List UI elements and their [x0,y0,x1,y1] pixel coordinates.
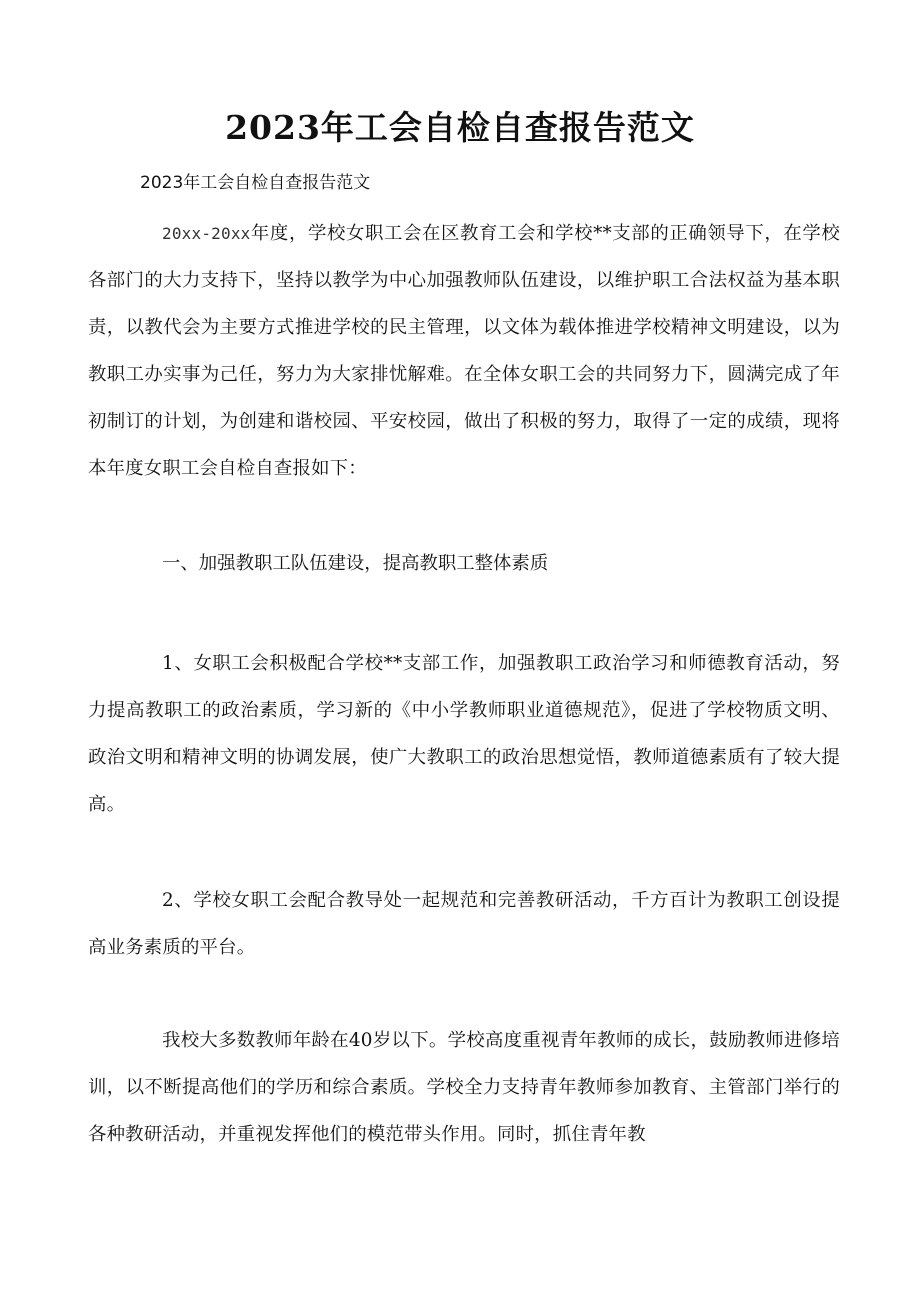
paragraph-young-teachers: 我校大多数教师年龄在40岁以下。学校高度重视青年教师的成长，鼓励教师进修培训，以不断提高他们的学历和综合素质。学校全力支持青年教师参加教育、主管部门举行的各种教研活动，并重视发挥他们的模范带头作用。同时，抓住青年教 [88,1030,840,1145]
document-title: 2023年工会自检自查报告范文 [225,108,695,147]
paragraph-item-1: 1、女职工会积极配合学校**支部工作，加强教职工政治学习和师德教育活动，努力提高教职工的政治素质，学习新的《中小学教师职业道德规范》，促进了学校物质文明、政治文明和精神文明的协调发展，使广大教职工的政治思想觉悟，教师道德素质有了较大提高。 [88,653,840,815]
section-heading: 一、加强教职工队伍建设，提高教职工整体素质 [162,553,549,574]
paragraph-intro [88,210,840,492]
document-subtitle: 2023年工会自检自查报告范文 [140,173,371,193]
paragraph-item-2: 2、学校女职工会配合教导处一起规范和完善教研活动，千方百计为教职工创设提高业务素质的平台。 [88,890,840,958]
year-range: 20xx-20xx [162,224,251,243]
paragraph-intro-text: 年度，学校女职工会在区教育工会和学校**支部的正确领导下，在学校各部门的大力支持下，坚持以教学为中心加强教师队伍建设，以维护职工合法权益为基本职责，以教代会为主要方式推进学校的民主管理，以文体为载体推进学校精神文明建设，以为教职工办实事为己任，努力为大家排忧解难。在全体女职工会的共同努力下，圆满完成了年初制订的计划，为创建和谐校园、平安校园，做出了积极的努力，取得了一定的成绩，现将本年度女职工会自检自查报如下： [88,223,840,479]
